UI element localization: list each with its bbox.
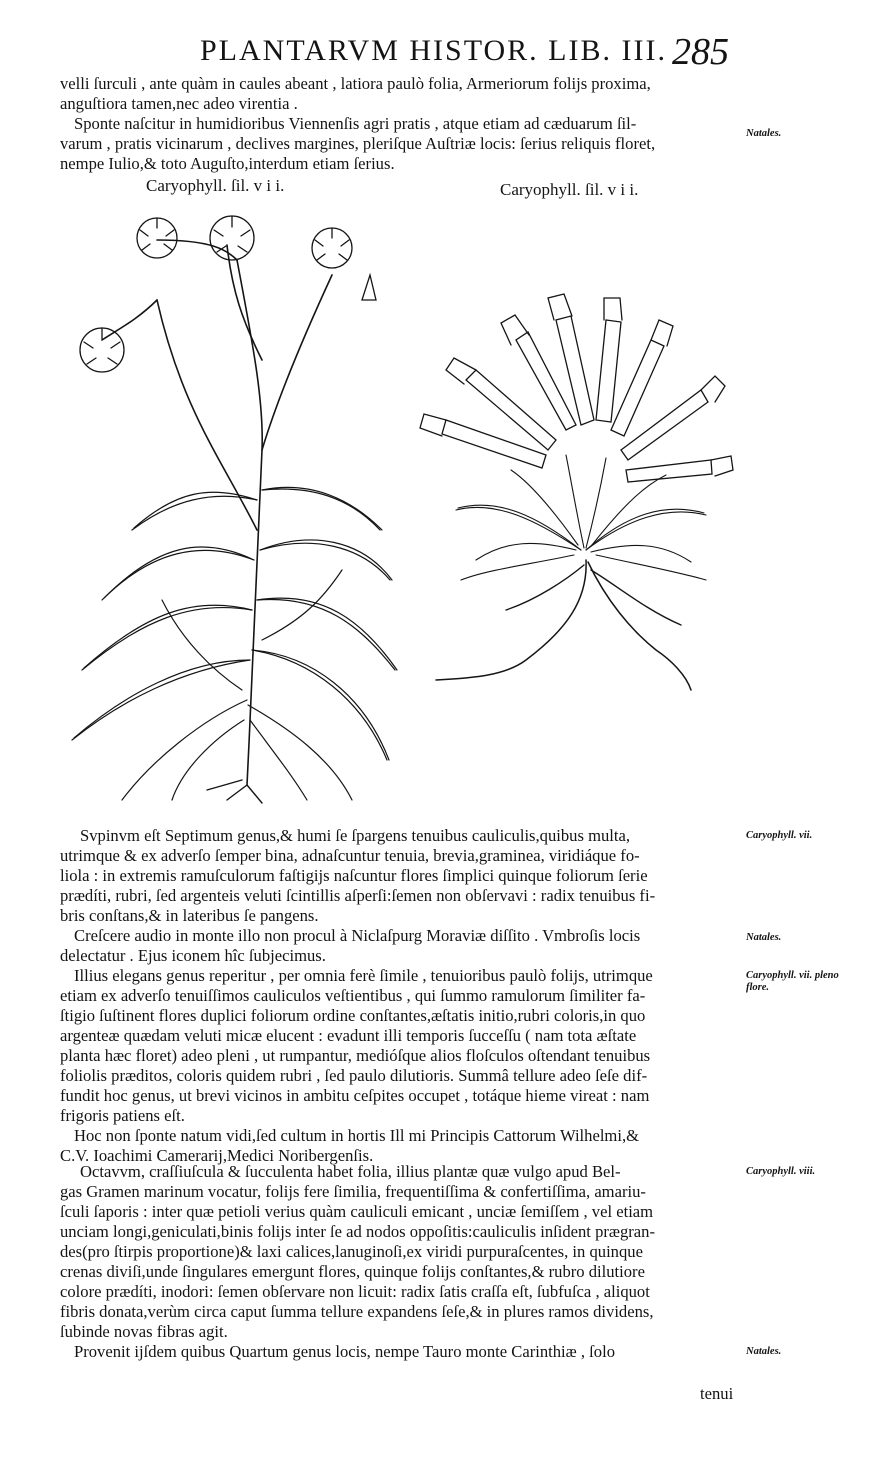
text-line: Illius elegans genus reperitur , per omnia ferè ſimile , tenuioribus paulò folijs, utrimque <box>74 966 653 985</box>
text-line: ſtigio ſuſtinent flores duplici foliorum ordine conſtantes,æſtatis initio,rubri coloris,in quo <box>60 1006 646 1025</box>
text-line: Provenit ijſdem quibus Quartum genus locis, nempe Tauro monte Carinthiæ , ſolo <box>74 1342 615 1361</box>
text-line: foliolis præditos, coloris quidem rubri , ſed paulo dilutioris. Summâ tellure adeo ſeſe dif- <box>60 1066 648 1085</box>
text-line: gas Gramen marinum vocatur, folijs fere ſimilia, frequentiſſima & confertiſſima, amariu- <box>60 1182 646 1201</box>
text-line: argenteæ quædam veluti micæ elucent : evadunt illi temporis ſucceſſu ( nam tota æſtate <box>60 1026 637 1045</box>
margin-note-caryophyll-vii-pleno-flore: Caryophyll. vii. pleno flore. <box>746 970 839 993</box>
text-line: nempe Iulio,& toto Auguſto,interdum etiam ſerius. <box>60 154 395 173</box>
text-line: Sponte naſcitur in humidioribus Viennenſis agri pratis , atque etiam ad cæduarum ſil- <box>74 114 637 133</box>
text-line: varum , pratis vicinarum , declives margines, pleriſque Auſtriæ locis: ſerius reliquis floret, <box>60 134 656 153</box>
text-line: etiam ex adverſo tenuiſſimos cauliculos veſtientibus , qui ſummo ramulorum ſimiliter fa- <box>60 986 646 1005</box>
text-line: Octavvm, craſſiuſcula & ſucculenta habet folia, illius plantæ quæ vulgo apud Bel- <box>80 1162 621 1181</box>
text-line: delectatur . Ejus iconem hîc ſubjecimus. <box>60 946 326 965</box>
intro-paragraph <box>60 74 740 174</box>
text-line: Svpinvm eſt Septimum genus,& humi ſe ſpargens tenuibus cauliculis,quibus multa, <box>80 826 631 845</box>
text-line: unciam longi,geniculati,binis folijs inter ſe ad nodos oppoſitis:cauliculis inſident prægran- <box>60 1222 655 1241</box>
running-title: PLANTARVM HISTOR. LIB. III. <box>200 34 667 67</box>
text-line: colore prædíti, inodori: ſemen obſervare non licuit: radix ſatis craſſa eſt, ſubfuſca , aliquot <box>60 1282 650 1301</box>
text-line: ſubinde novas fibras agit. <box>60 1322 228 1341</box>
text-line: prædíti, rubri, ſed argenteis veluti ſcintillis aſperſi:ſemen non obſervavi : radix tenuibus fi- <box>60 886 656 905</box>
text-line: des(pro ſtirpis proportione)& laxi calices,lanuginoſi,ex viridi purpuraſcentes, in quinque <box>60 1242 643 1261</box>
catchword: tenui <box>700 1384 734 1403</box>
margin-note-caryophyll-vii: Caryophyll. vii. <box>746 830 813 841</box>
margin-note-natales: Natales. <box>746 128 782 139</box>
text-line: frigoris patiens eſt. <box>60 1106 185 1125</box>
woodcut-caryophyllus-vii-tufted <box>416 280 746 700</box>
septimum-paragraph <box>60 826 740 966</box>
pleno-paragraph <box>60 966 740 1166</box>
margin-note-caryophyll-viii: Caryophyll. viii. <box>746 1166 816 1177</box>
woodcut-caryophyllus-vii-tall <box>62 200 402 810</box>
text-line: crenas diviſi,unde ſingulares emergunt flores, quinque folijs conſtantes,& rubro dilutiore <box>60 1262 645 1281</box>
text-line: ſculi ſaporis : inter quæ petioli verius quàm cauliculi emicant , unciæ ſemiſſem , vel etiam <box>60 1202 654 1221</box>
text-line: Hoc non ſponte natum vidi,ſed cultum in hortis Ill mi Principis Cattorum Wilhelmi,& <box>74 1126 640 1145</box>
woodcut-illustration <box>62 200 402 810</box>
text-line: bris conſtans,& in lateribus ſe pangens. <box>60 906 319 925</box>
text-line: planta hæc floret) adeo pleni , ut rumpantur, medióſque alios floſculos oſtendant tenuibus <box>60 1046 651 1065</box>
text-line: liola : in extremis ramuſculorum faſtigijs naſcuntur flores ſimplici quinque foliorum ſerie <box>60 866 648 885</box>
margin-note-natales: Natales. <box>746 1346 782 1357</box>
text-line: Creſcere audio in monte illo non procul à Niclaſpurg Moraviæ diſſito . Vmbroſis locis <box>74 926 641 945</box>
woodcut-illustration <box>416 280 746 700</box>
octavum-paragraph <box>60 1162 740 1362</box>
page-number: 285 <box>672 31 729 73</box>
text-line: C.V. Ioachimi Camerarij,Medici Noribergenſis. <box>60 1146 374 1165</box>
text-line: velli ſurculi , ante quàm in caules abeant , latiora paulò folia, Armeriorum folijs proxima, <box>60 74 651 93</box>
text-line: fibris donata,verùm circa caput ſumma tellure expandens ſeſe,& in plures ramos dividens, <box>60 1302 654 1321</box>
figure-caption-left: Caryophyll. ſil. v i i. <box>146 176 285 195</box>
text-line: utrimque & ex adverſo ſemper bina, adnaſcuntur tenuia, brevia,graminea, viridiáque fo- <box>60 846 640 865</box>
text-line: anguſtiora tamen,nec adeo virentia . <box>60 94 298 113</box>
text-line: fundit hoc genus, ut brevi vicinos in ambitu ceſpites occupet , totáque hieme vireat : nam <box>60 1086 650 1105</box>
margin-note-natales: Natales. <box>746 932 782 943</box>
figure-caption-right: Caryophyll. ſil. v i i. <box>500 180 639 199</box>
